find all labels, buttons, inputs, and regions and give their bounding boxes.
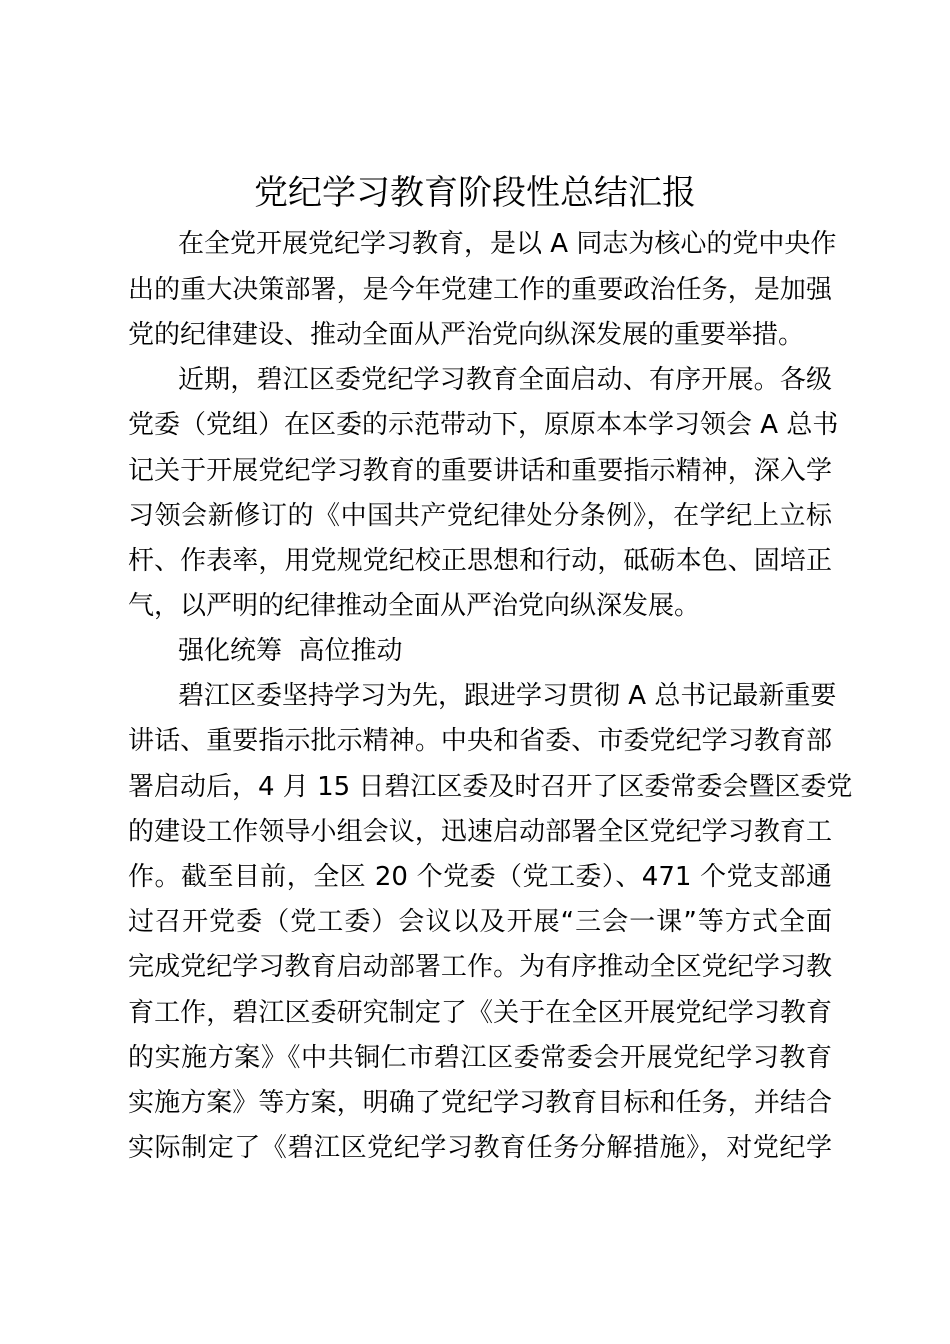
paragraph-1-line-3: 党的纪律建设、推动全面从严治党向纵深发展的重要举措。 [128, 320, 805, 350]
paragraph-3-line-2: 讲话、重要指示批示精神。中央和省委、市委党纪学习教育部 [128, 726, 832, 756]
paragraph-3-line-9: 的实施方案》《中共铜仁市碧江区委常委会开展党纪学习教育 [128, 1043, 832, 1073]
paragraph-3-line-4: 的建设工作领导小组会议，迅速启动部署全区党纪学习教育工 [128, 817, 832, 847]
paragraph-2-line-5: 杆、作表率，用党规党纪校正思想和行动，砥砺本色、固培正 [128, 546, 832, 576]
paragraph-2-line-6: 气，以严明的纪律推动全面从严治党向纵深发展。 [128, 591, 701, 621]
document-title: 党纪学习教育阶段性总结汇报 [254, 173, 696, 213]
paragraph-3-line-10: 实施方案》等方案，明确了党纪学习教育目标和任务，并结合 [128, 1088, 832, 1118]
paragraph-2-line-1: 近期，碧江区委党纪学习教育全面启动、有序开展。各级 [178, 365, 832, 395]
paragraph-3-line-1: 碧江区委坚持学习为先，跟进学习贯彻 A 总书记最新重要 [178, 681, 837, 711]
paragraph-2-line-4: 习领会新修订的《中国共产党纪律处分条例》，在学纪上立标 [128, 501, 832, 531]
paragraph-3-line-8: 育工作，碧江区委研究制定了《关于在全区开展党纪学习教育 [128, 998, 832, 1028]
section-heading: 强化统筹 高位推动 [178, 636, 403, 666]
paragraph-2-line-2: 党委（党组）在区委的示范带动下，原原本本学习领会 A 总书 [128, 410, 839, 440]
paragraph-3-line-7: 完成党纪学习教育启动部署工作。为有序推动全区党纪学习教 [128, 952, 832, 982]
paragraph-3-line-11: 实际制定了《碧江区党纪学习教育任务分解措施》，对党纪学 [128, 1133, 832, 1163]
paragraph-3-line-3: 署启动后，4 月 15 日碧江区委及时召开了区委常委会暨区委党 [128, 772, 853, 802]
paragraph-3-line-5: 作。截至目前，全区 20 个党委（党工委）、471 个党支部通 [128, 862, 832, 892]
paragraph-3-line-6: 过召开党委（党工委）会议以及开展“三会一课”等方式全面 [128, 907, 832, 937]
paragraph-2-line-3: 记关于开展党纪学习教育的重要讲话和重要指示精神，深入学 [128, 456, 832, 486]
paragraph-1-line-2: 出的重大决策部署，是今年党建工作的重要政治任务，是加强 [128, 275, 832, 305]
paragraph-1-line-1: 在全党开展党纪学习教育，是以 A 同志为核心的党中央作 [178, 229, 837, 259]
